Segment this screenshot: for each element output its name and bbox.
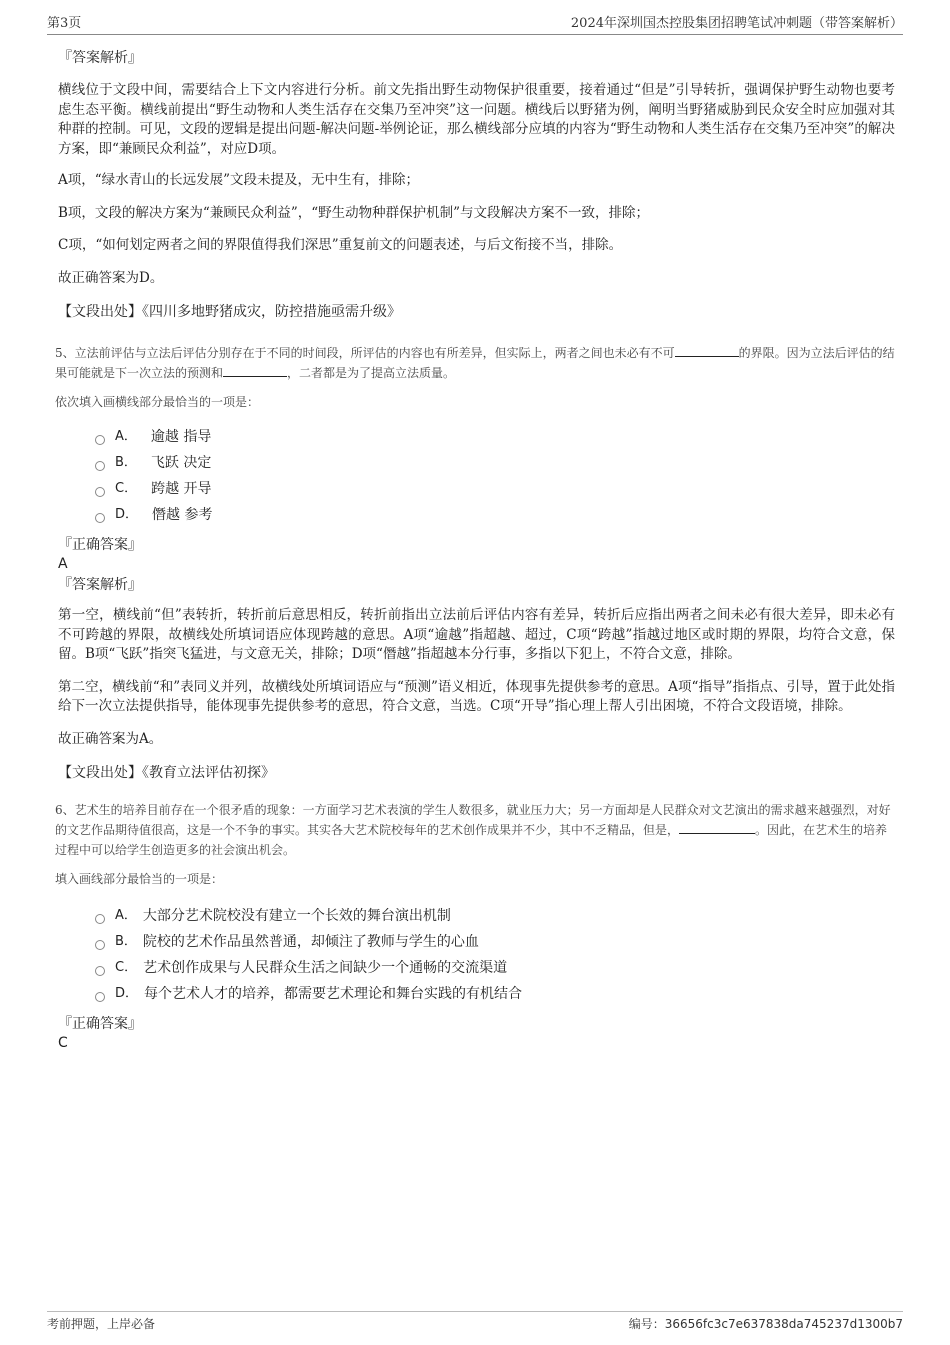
radio-icon[interactable] [95, 513, 105, 523]
radio-icon[interactable] [95, 487, 105, 497]
q5-section [55, 343, 895, 782]
radio-icon[interactable] [95, 435, 105, 445]
page-header [47, 12, 903, 35]
radio-icon[interactable] [95, 461, 105, 471]
blank-line [223, 364, 287, 377]
q5-option-d[interactable]: D． 僭越 参考 [95, 502, 895, 528]
q6-section [55, 800, 895, 1051]
q5-analysis-paragraph-1: 第一空，横线前“但”表转折，转折前后意思相反，转折前指出立法前后评估内容有差异，转折后应指出两者之间未必有很大差异，即未必有不可跨越的界限，故横线处所填词语应体现跨越的意思。A项“逾越”指超越、超过，C项“跨越”指越过地区或时期的界限，均符合文意，保留。B项“飞跃”指突飞猛进，与文意无关，排除；D项“僭越”指超越本分行事，多指以下犯上，不符合文意，排除。 [58, 607, 895, 662]
q5-option-a[interactable]: A． 逾越 指导 [95, 424, 895, 450]
radio-icon[interactable] [95, 966, 105, 976]
blank-line [675, 344, 739, 357]
q5-option-c[interactable]: C． 跨越 开导 [95, 476, 895, 502]
document-title: 2024年深圳国杰控股集团招聘笔试冲刺题（带答案解析） [570, 16, 903, 31]
footer-slogan: 考前押题，上岸必备 [47, 1317, 156, 1331]
q4-option-a-analysis: A项，“绿水青山的长远发展”文段未提及，无中生有，排除； [58, 172, 420, 188]
page-footer [47, 1311, 903, 1332]
q5-correct-answer: A [58, 556, 68, 572]
q4-conclusion: 故正确答案为D。 [58, 269, 164, 286]
q4-option-b-analysis: B项，文段的解决方案为“兼顾民众利益”，“野生动物种群保护机制”与文段解决方案不一致，排除； [58, 204, 650, 221]
q6-options [95, 903, 895, 1007]
page-number: 第3页 [47, 16, 82, 31]
q5-conclusion: 故正确答案为A。 [58, 730, 163, 747]
q6-question-text: 6、艺术生的培养目前存在一个很矛盾的现象：一方面学习艺术表演的学生人数很多，就业压力大；另一方面却是人民群众对文艺演出的需求越来越强烈，对好的文艺作品期待值很高，这是一个不争的事实。其实各大艺术院校每年的艺术创作成果并不少，其中不乏精品，但是， 。因此，在艺术生的培养过程中可以给学生创造更多的社会演出机会。 [55, 803, 891, 857]
q6-option-c[interactable]: C． 艺术创作成果与人民群众生活之间缺少一个通畅的交流渠道 [95, 955, 895, 981]
q5-options [95, 424, 895, 528]
document-serial: 编号：36656fc3c7e637838da745237d1300b7 [628, 1317, 903, 1331]
q4-source: 【文段出处】《四川多地野猪成灾，防控措施亟需升级》 [58, 304, 401, 320]
radio-icon[interactable] [95, 940, 105, 950]
q5-analysis-paragraph-2: 第二空，横线前“和”表同义并列，故横线处所填词语应与“预测”语义相近，体现事先提供参考的意思。A项“指导”指指点、引导，置于此处指给下一次立法提供指导，能体现事先提供参考的意思，符合文意，当选。C项“开导”指心理上帮人引出困境，不符合文段语境，排除。 [58, 678, 895, 714]
radio-icon[interactable] [95, 914, 105, 924]
q6-prompt: 填入画线部分最恰当的一项是： [55, 872, 224, 886]
q5-option-b[interactable]: B． 飞跃 决定 [95, 450, 895, 476]
q5-question-text: 5、立法前评估与立法后评估分别存在于不同的时间段，所评估的内容也有所差异，但实际上，两者之间也未必有不可 的界限。因为立法后评估的结果可能就是下一次立法的预测和 ，二者都是为了提高立法质量。 [55, 346, 895, 380]
q4-analysis-paragraph: 横线位于文段中间，需要结合上下文内容进行分析。前文先指出野生动物保护很重要，接着通过“但是”引导转折，强调保护野生动物也要考虑生态平衡。横线前提出“野生动物和人类生活存在交集乃至冲突”这一问题。横线后以野猪为例，阐明当野猪威胁到民众安全时应加强对其种群的控制。可见，文段的逻辑是提出问题-解决问题-举例论证，那么横线部分应填的内容为“野生动物和人类生活存在交集乃至冲突”的解决方案，即“兼顾民众利益”，对应D项。 [58, 82, 895, 157]
q6-correct-answer: C [58, 1035, 68, 1051]
q5-correct-label: 『正确答案』 [58, 537, 142, 553]
q5-source: 【文段出处】《教育立法评估初探》 [58, 765, 275, 781]
q4-option-c-analysis: C项，“如何划定两者之间的界限值得我们深思”重复前文的问题表述，与后文衔接不当，排除。 [58, 237, 623, 253]
q4-analysis-label: 『答案解析』 [58, 50, 142, 66]
q5-analysis-label: 『答案解析』 [58, 577, 142, 593]
q6-option-b[interactable]: B． 院校的艺术作品虽然普通，却倾注了教师与学生的心血 [95, 929, 895, 955]
page-content [55, 47, 895, 1051]
q5-prompt: 依次填入画横线部分最恰当的一项是： [55, 395, 260, 409]
blank-line [679, 821, 755, 834]
q6-option-a[interactable]: A． 大部分艺术院校没有建立一个长效的舞台演出机制 [95, 903, 895, 929]
q6-correct-label: 『正确答案』 [58, 1016, 142, 1032]
q6-option-d[interactable]: D． 每个艺术人才的培养，都需要艺术理论和舞台实践的有机结合 [95, 981, 895, 1007]
radio-icon[interactable] [95, 992, 105, 1002]
q4-section [55, 47, 895, 321]
